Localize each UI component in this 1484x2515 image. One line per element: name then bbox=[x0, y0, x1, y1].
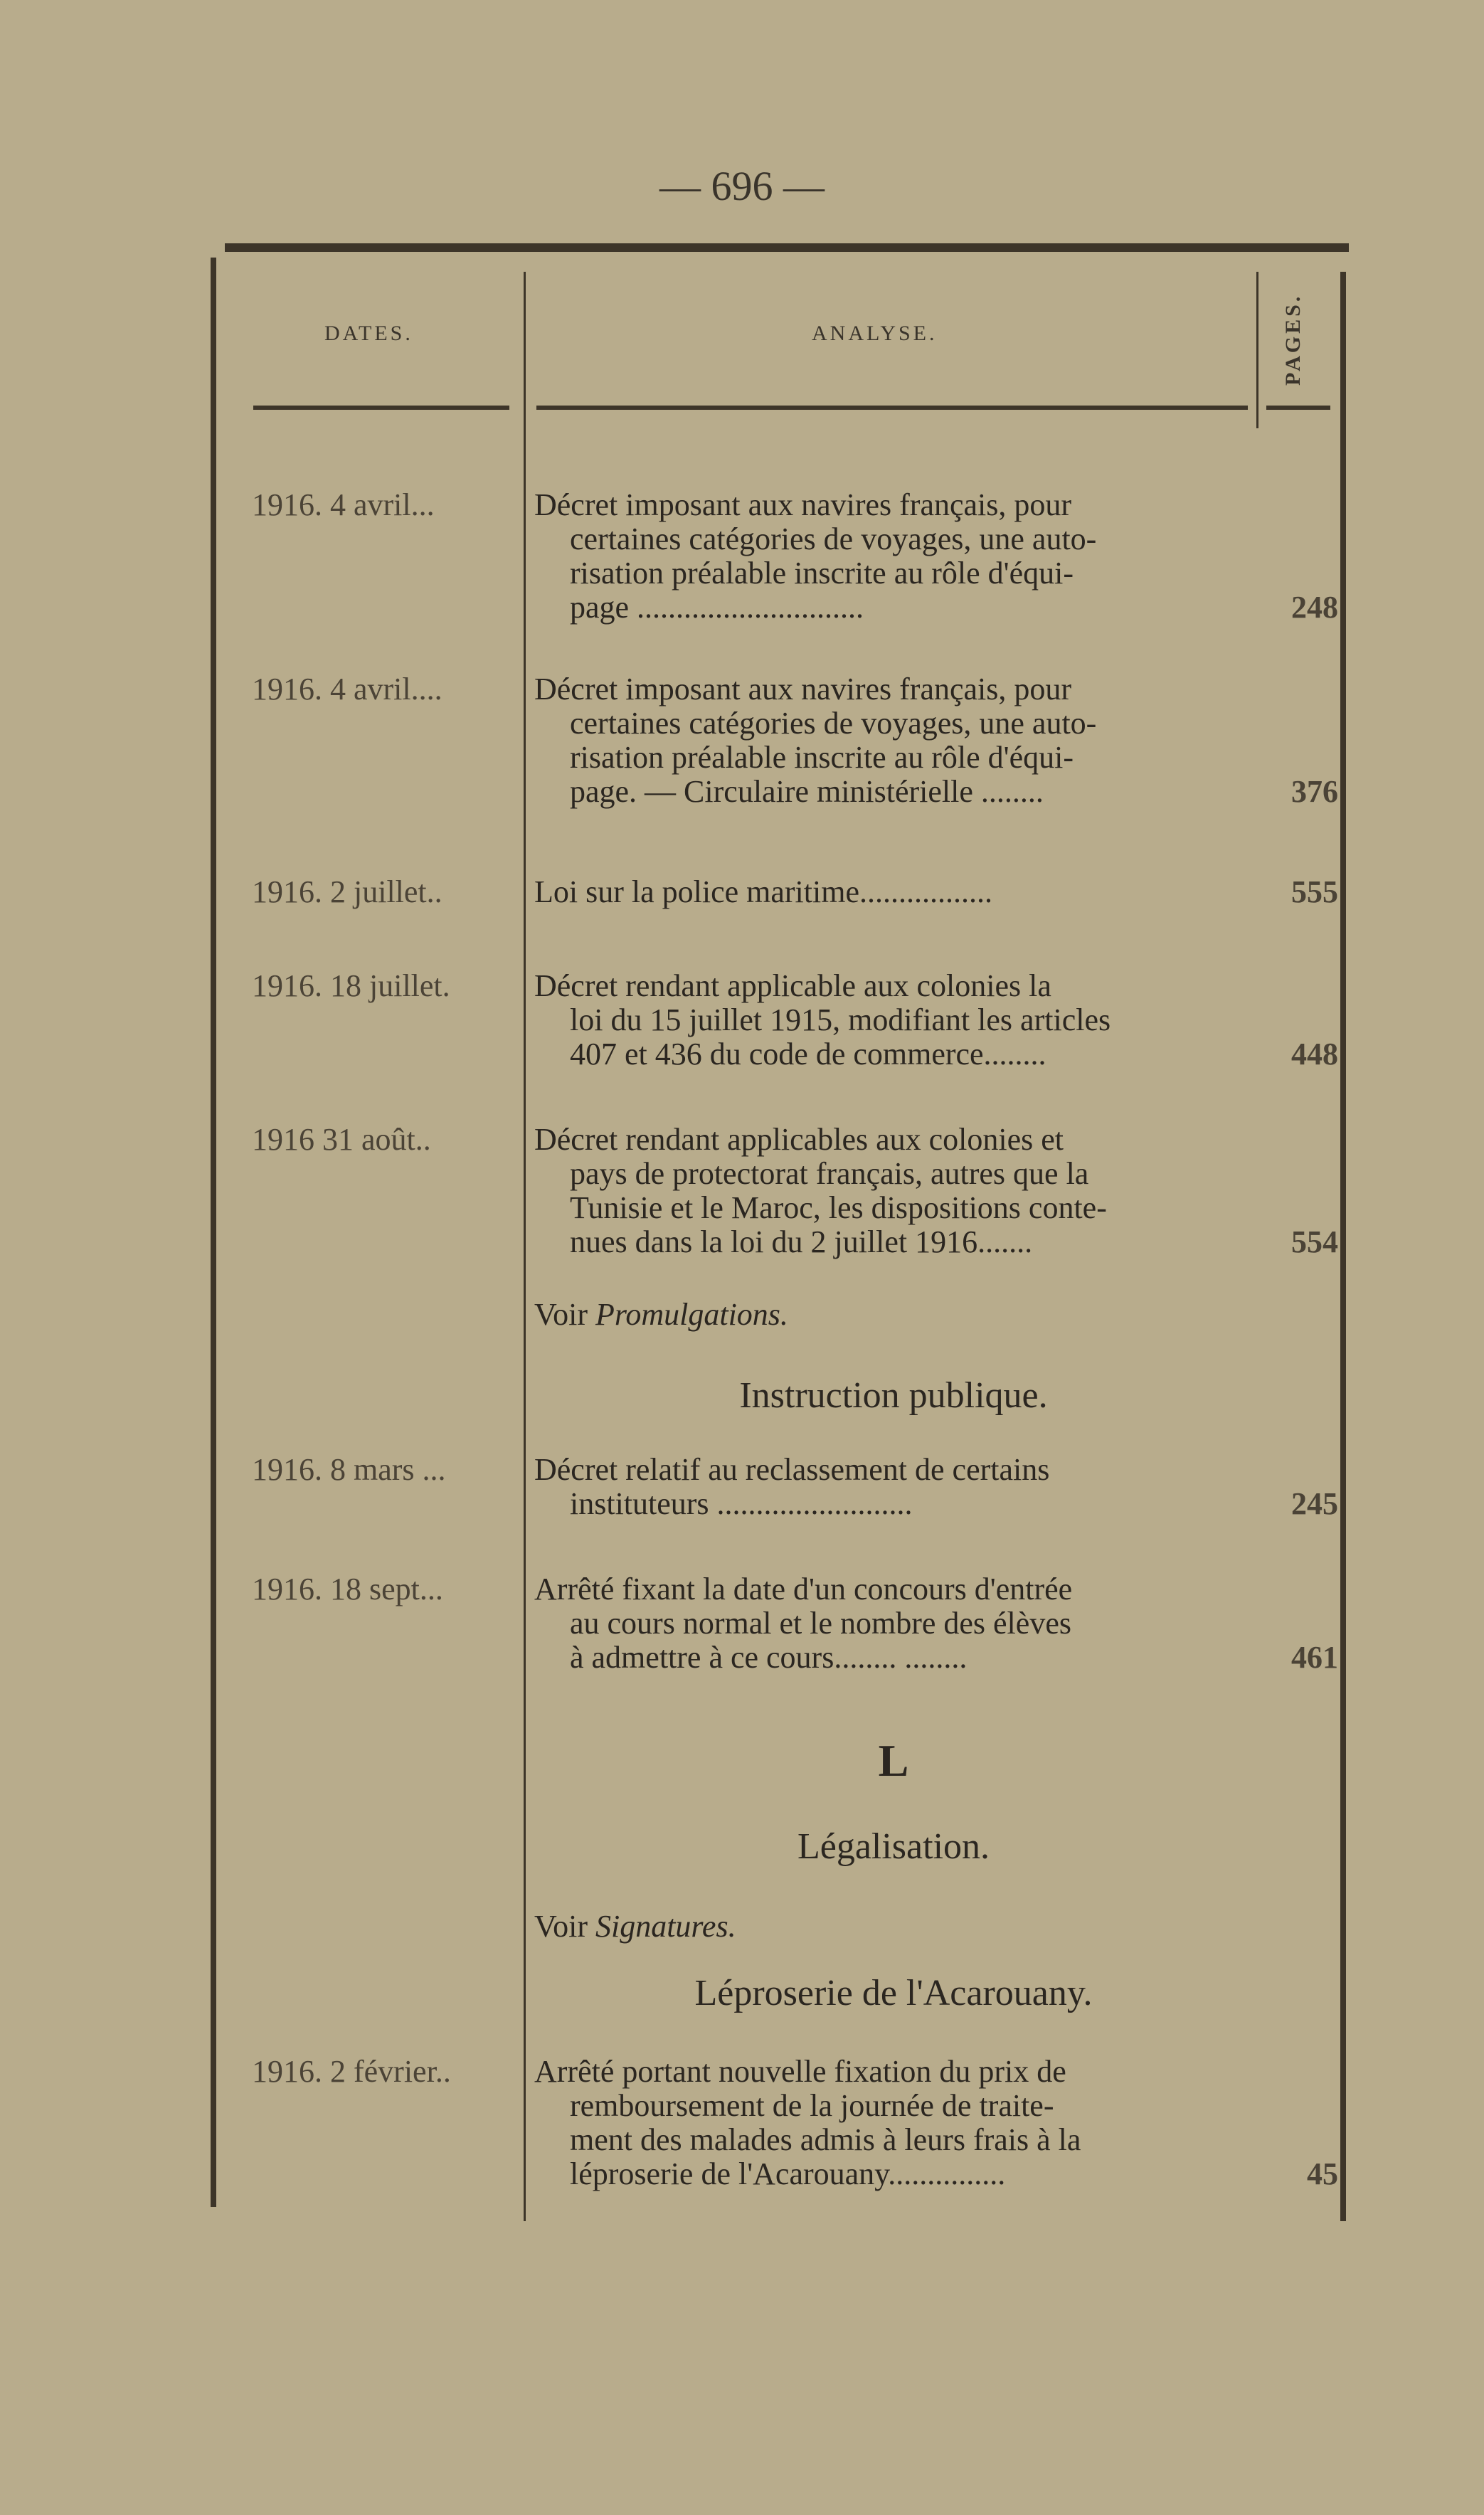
entry-line: ment des malades admis à leurs frais à la bbox=[570, 2122, 1081, 2157]
entry-line: nues dans la loi du 2 juillet 1916....... bbox=[570, 1224, 1033, 1259]
dates-header-rule bbox=[253, 406, 509, 410]
column-header-dates: DATES. bbox=[324, 322, 413, 345]
entry-line: risation préalable inscrite au rôle d'équi- bbox=[570, 556, 1074, 591]
column-header-analyse: ANALYSE. bbox=[812, 322, 938, 345]
entry-text bbox=[534, 1572, 1253, 1675]
entry-text bbox=[534, 1123, 1253, 1259]
entry-page: 45 bbox=[1307, 2156, 1338, 2191]
entry-page: 376 bbox=[1291, 774, 1338, 809]
entry-date: 1916. 18 juillet. bbox=[252, 968, 450, 1003]
section-heading: Léproserie de l'Acarouany. bbox=[694, 1973, 1093, 2013]
entry-line: 407 et 436 du code de commerce........ bbox=[570, 1037, 1046, 1071]
entry-line: risation préalable inscrite au rôle d'équi- bbox=[570, 740, 1074, 775]
entry-date: 1916. 18 sept... bbox=[252, 1572, 443, 1606]
entry-line: Loi sur la police maritime................. bbox=[534, 874, 992, 909]
page-number: — 696 — bbox=[659, 163, 825, 209]
entry-line: certaines catégories de voyages, une auto- bbox=[570, 521, 1097, 556]
column-header-pages: PAGES. bbox=[1281, 293, 1305, 386]
cross-reference-prefix: Voir bbox=[534, 1909, 588, 1944]
entry-page: 554 bbox=[1291, 1224, 1338, 1259]
entry-text bbox=[534, 969, 1253, 1071]
pages-column-divider bbox=[1256, 272, 1258, 428]
index-table bbox=[211, 243, 1349, 2214]
section-heading: Légalisation. bbox=[797, 1826, 990, 1867]
entry-line: loi du 15 juillet 1915, modifiant les articles bbox=[570, 1002, 1111, 1037]
entry-line: à admettre à ce cours........ ........ bbox=[570, 1640, 968, 1675]
letter-heading: L bbox=[878, 1735, 909, 1786]
entry-line: certaines catégories de voyages, une auto- bbox=[570, 706, 1097, 741]
entry-text bbox=[534, 2055, 1253, 2191]
entry-page: 245 bbox=[1291, 1486, 1338, 1521]
entry-line: Décret rendant applicables aux colonies et bbox=[534, 1122, 1064, 1157]
pages-header-rule bbox=[1266, 406, 1330, 410]
entry-page: 555 bbox=[1291, 874, 1338, 909]
entry-date: 1916. 8 mars ... bbox=[252, 1452, 446, 1487]
right-border bbox=[1340, 272, 1346, 2221]
entry-line: remboursement de la journée de traite- bbox=[570, 2088, 1054, 2123]
entry-date: 1916 31 août.. bbox=[252, 1122, 431, 1157]
cross-reference bbox=[534, 1296, 788, 1333]
top-rule bbox=[225, 243, 1349, 252]
cross-reference-target: Promulgations. bbox=[595, 1297, 788, 1332]
entry-date: 1916. 2 février.. bbox=[252, 2054, 451, 2089]
entry-text bbox=[534, 1453, 1253, 1521]
entry-line: page ............................. bbox=[570, 590, 864, 625]
entry-line: page. — Circulaire ministérielle ........ bbox=[570, 774, 1044, 809]
entry-line: léproserie de l'Acarouany............... bbox=[570, 2156, 1006, 2191]
dates-column-divider bbox=[524, 272, 526, 2221]
entry-date: 1916. 2 juillet.. bbox=[252, 874, 442, 909]
cross-reference bbox=[534, 1908, 736, 1944]
entry-line: Arrêté fixant la date d'un concours d'entrée bbox=[534, 1572, 1073, 1606]
entry-text bbox=[534, 488, 1253, 625]
entry-line: au cours normal et le nombre des élèves bbox=[570, 1606, 1071, 1641]
entry-line: Décret rendant applicable aux colonies la bbox=[534, 968, 1051, 1003]
cross-reference-prefix: Voir bbox=[534, 1297, 588, 1332]
left-border bbox=[211, 258, 216, 2207]
entry-line: pays de protectorat français, autres que la bbox=[570, 1156, 1089, 1191]
entry-line: Décret imposant aux navires français, pour bbox=[534, 487, 1072, 522]
entry-date: 1916. 4 avril... bbox=[252, 487, 435, 522]
entry-page: 248 bbox=[1291, 590, 1338, 625]
entry-line: Décret imposant aux navires français, pour bbox=[534, 672, 1072, 706]
cross-reference-target: Signatures. bbox=[595, 1909, 736, 1944]
entry-date: 1916. 4 avril.... bbox=[252, 672, 442, 706]
entry-text bbox=[534, 672, 1253, 809]
entry-line: Arrêté portant nouvelle fixation du prix de bbox=[534, 2054, 1066, 2089]
entry-page: 448 bbox=[1291, 1037, 1338, 1071]
entry-line: instituteurs ......................... bbox=[570, 1486, 913, 1521]
analyse-header-rule bbox=[536, 406, 1248, 410]
entry-text bbox=[534, 875, 1253, 909]
entry-line: Tunisie et le Maroc, les dispositions conte- bbox=[570, 1190, 1107, 1225]
section-heading: Instruction publique. bbox=[739, 1375, 1048, 1416]
entry-page: 461 bbox=[1291, 1640, 1338, 1675]
entry-line: Décret relatif au reclassement de certains bbox=[534, 1452, 1050, 1487]
